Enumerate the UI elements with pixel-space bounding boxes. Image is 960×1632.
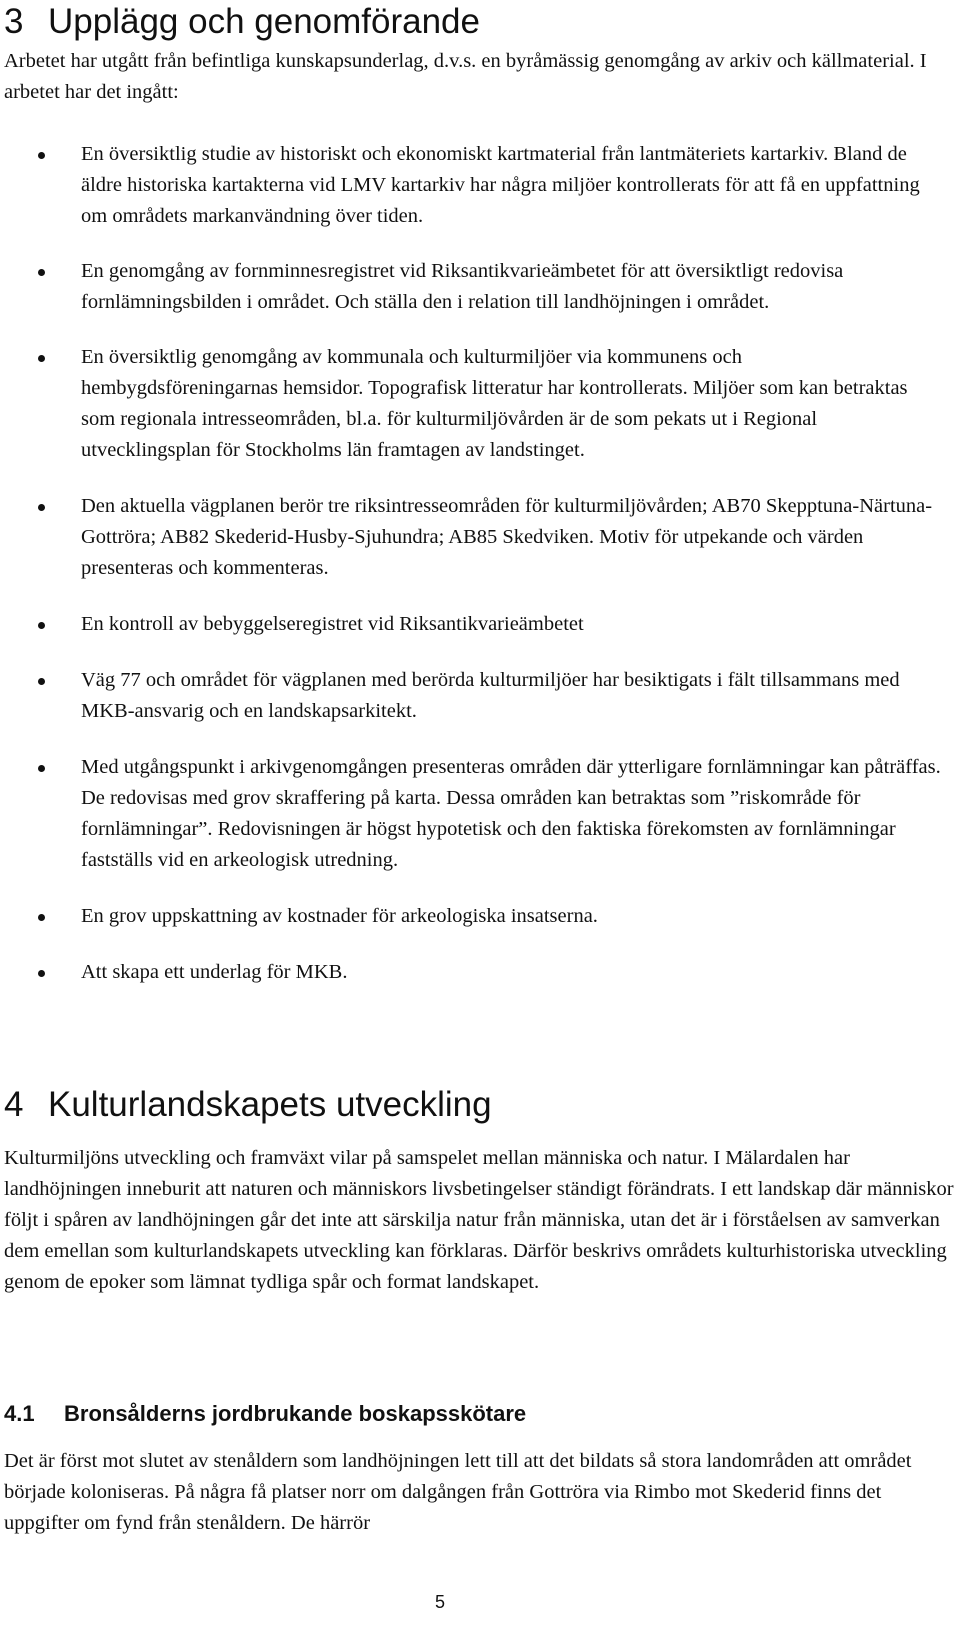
bullet-item: En grov uppskattning av kostnader för arkeologiska insatserna. [0, 901, 941, 932]
section-4-1-heading [4, 1400, 526, 1428]
bullet-item: Att skapa ett underlag för MKB. [0, 957, 941, 988]
bullet-item: En översiktlig genomgång av kommunala och kulturmiljöer via kommunens och hembygdsföreningarnas hemsidor. Topografisk litteratur har kontrollerats. Miljöer som kan betraktas som regionala intresseområden, bl.a. för kulturmiljövården är de som pekats ut i Regional utvecklingsplan för Stockholms län framtagen av landstinget. [0, 342, 941, 466]
page-number: 5 [434, 1592, 445, 1612]
bullet-item: Den aktuella vägplanen berör tre riksintresseområden för kulturmiljövården; AB70 Skepptuna-Närtuna-Gottröra; AB82 Skederid-Husby-Sjuhundra; AB85 Skedviken. Motiv för utpekande och värden presenteras och kommenteras. [0, 491, 941, 584]
method-bullet-list [0, 139, 960, 988]
section-3-intro: Arbetet har utgått från befintliga kunskapsunderlag, d.v.s. en byråmässig genomgång av arkiv och källmaterial. I arbetet har det ingått: [4, 50, 927, 103]
section-4-heading [4, 1085, 492, 1125]
section-4-1-body: Det är först mot slutet av stenåldern som landhöjningen lett till att det bildats så stora landområden att området började koloniseras. På några få platser norr om dalgången från Gottröra via Rimbo mot Skederid finns det uppgifter om fynd från stenåldern. De härrör [4, 1450, 912, 1534]
section-4-number: 4 [4, 1085, 24, 1124]
bullet-item: Väg 77 och området för vägplanen med berörda kulturmiljöer har besiktigats i fält tillsammans med MKB-ansvarig och en landskapsarkitekt. [0, 665, 941, 727]
section-4-1-title: Bronsålderns jordbrukande boskapsskötare [64, 1401, 527, 1426]
section-3-title: Upplägg och genomförande [48, 2, 480, 41]
section-3-number: 3 [4, 2, 24, 41]
bullet-item: En kontroll av bebyggelseregistret vid Riksantikvarieämbetet [0, 609, 941, 640]
section-4-body: Kulturmiljöns utveckling och framväxt vilar på samspelet mellan människa och natur. I Mälardalen har landhöjningen inneburit att naturen och människors livsbetingelser ständigt förändrats. I ett landskap där människor följt i spåren av landhöjningen går det inte att särskilja natur från människa, utan det är i förståelsen av samverkan dem emellan som kulturlandskapets utveckling kan förklaras. Därför beskrivs områdets kulturhistoriska utveckling genom de epoker som lämnat tydliga spår och format landskapet. [4, 1147, 954, 1293]
bullet-item: En översiktlig studie av historiskt och ekonomiskt kartmaterial från lantmäteriets kartarkiv. Bland de äldre historiska kartakterna vid LMV kartarkiv har några miljöer kontrollerats för att få en uppfattning om områdets markanvändning över tiden. [0, 139, 941, 232]
section-3-heading [4, 2, 480, 42]
bullet-item: En genomgång av fornminnesregistret vid Riksantikvarieämbetet för att översiktligt redovisa fornlämningsbilden i området. Och ställa den i relation till landhöjningen i området. [0, 256, 941, 318]
section-4-1-number: 4.1 [4, 1401, 35, 1426]
section-4-title: Kulturlandskapets utveckling [48, 1085, 492, 1124]
bullet-item: Med utgångspunkt i arkivgenomgången presenteras områden där ytterligare fornlämningar kan påträffas. De redovisas med grov skraffering på karta. Dessa områden kan betraktas som ”riskområde för fornlämningar”. Redovisningen är högst hypotetisk och den faktiska förekomsten av fornlämningar fastställs vid en arkeologisk utredning. [0, 752, 941, 876]
